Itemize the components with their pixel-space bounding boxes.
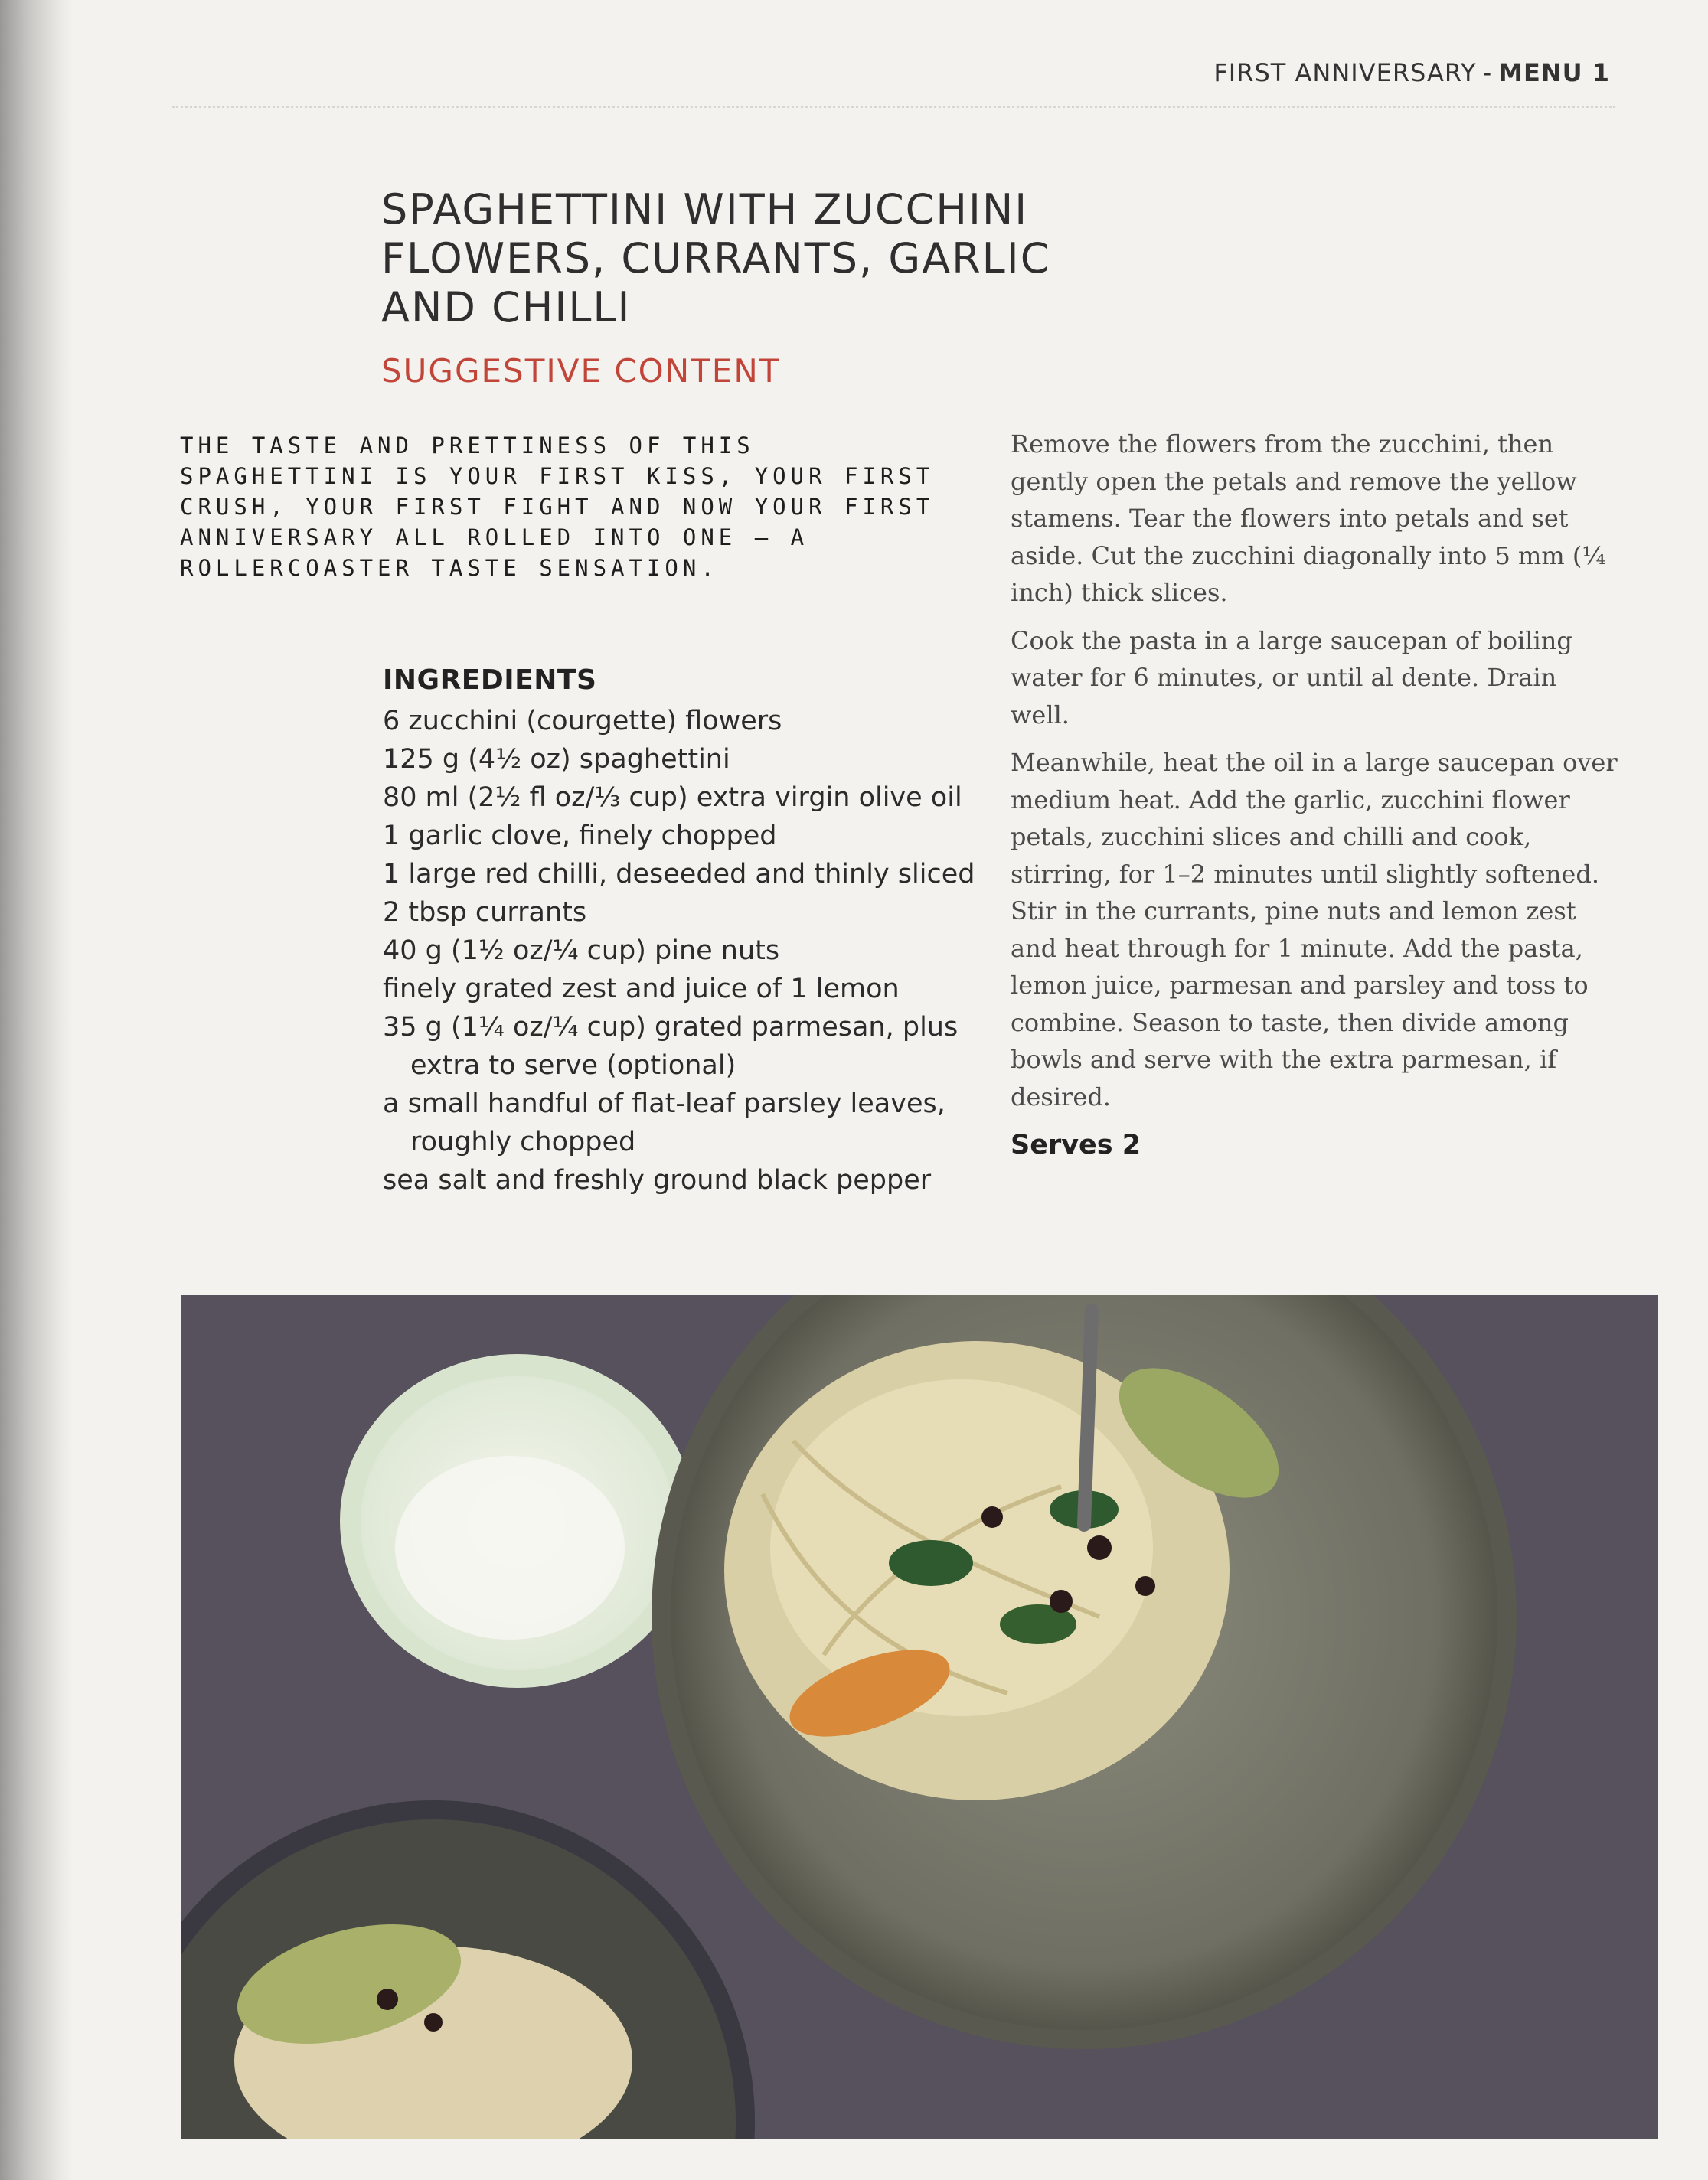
header-menu: MENU 1 [1498,58,1610,87]
ingredients-list [383,702,980,1199]
ingredient-item: 80 ml (2½ fl oz/⅓ cup) extra virgin olive oil [383,782,962,813]
ingredient-item: 6 zucchini (courgette) flowers [383,706,782,736]
running-header [1213,58,1610,87]
header-separator: - [1482,58,1493,87]
dish-photo [181,1295,1658,2139]
ingredients-section [383,664,980,1199]
book-spine-shadow [0,0,73,2180]
ingredients-heading: INGREDIENTS [383,664,597,696]
method-step: Cook the pasta in a large saucepan of boiling water for 6 minutes, or until al dente. Drain well. [1011,625,1572,729]
header-rule [172,106,1615,108]
recipe-subtitle: SUGGESTIVE CONTENT [381,352,781,390]
ingredient-item: 40 g (1½ oz/¼ cup) pine nuts [383,935,780,966]
ingredient-item: 1 large red chilli, deseeded and thinly sliced [383,859,975,889]
ingredient-item: sea salt and freshly ground black pepper [383,1165,932,1196]
method-section [1011,426,1623,1126]
ingredient-item: 35 g (1¼ oz/¼ cup) grated parmesan, plus extra to serve (optional) [383,1012,959,1081]
header-section: FIRST ANNIVERSARY [1213,58,1477,87]
ingredient-item: 2 tbsp currants [383,897,587,928]
ingredient-item: 125 g (4½ oz) spaghettini [383,744,730,775]
method-step: Meanwhile, heat the oil in a large saucepan over medium heat. Add the garlic, zucchini flower petals, zucchini slices and chilli and cook, stirring, for 1–2 minutes until slightly softened. Stir in the currants, pine nuts and lemon zest and heat through for 1 minute. Add the pasta, lemon juice, parmesan and parsley and toss to combine. Season to taste, then divide among bowls and serve with the extra parmesan, if desired. [1011,748,1618,1111]
recipe-intro: THE TASTE AND PRETTINESS OF THIS SPAGHETTINI IS YOUR FIRST KISS, YOUR FIRST CRUSH, YOUR FIRST FIGHT AND NOW YOUR FIRST ANNIVERSARY ALL ROLLED INTO ONE — A ROLLERCOASTER TASTE SENSATION. [180,432,935,581]
serves-note: Serves 2 [1011,1130,1141,1160]
ingredient-item: 1 garlic clove, finely chopped [383,821,777,851]
salt-dish [340,1354,695,1688]
method-step: Remove the flowers from the zucchini, then gently open the petals and remove the yellow stamens. Tear the flowers into petals and set aside. Cut the zucchini diagonally into 5 mm (¼ inch) thick slices. [1011,429,1606,607]
recipe-title: SPAGHETTINI WITH ZUCCHINI FLOWERS, CURRANTS, GARLIC AND CHILLI [381,185,1051,331]
ingredient-item: finely grated zest and juice of 1 lemon [383,974,900,1004]
ingredient-item: a small handful of flat-leaf parsley leaves, roughly chopped [383,1088,945,1157]
